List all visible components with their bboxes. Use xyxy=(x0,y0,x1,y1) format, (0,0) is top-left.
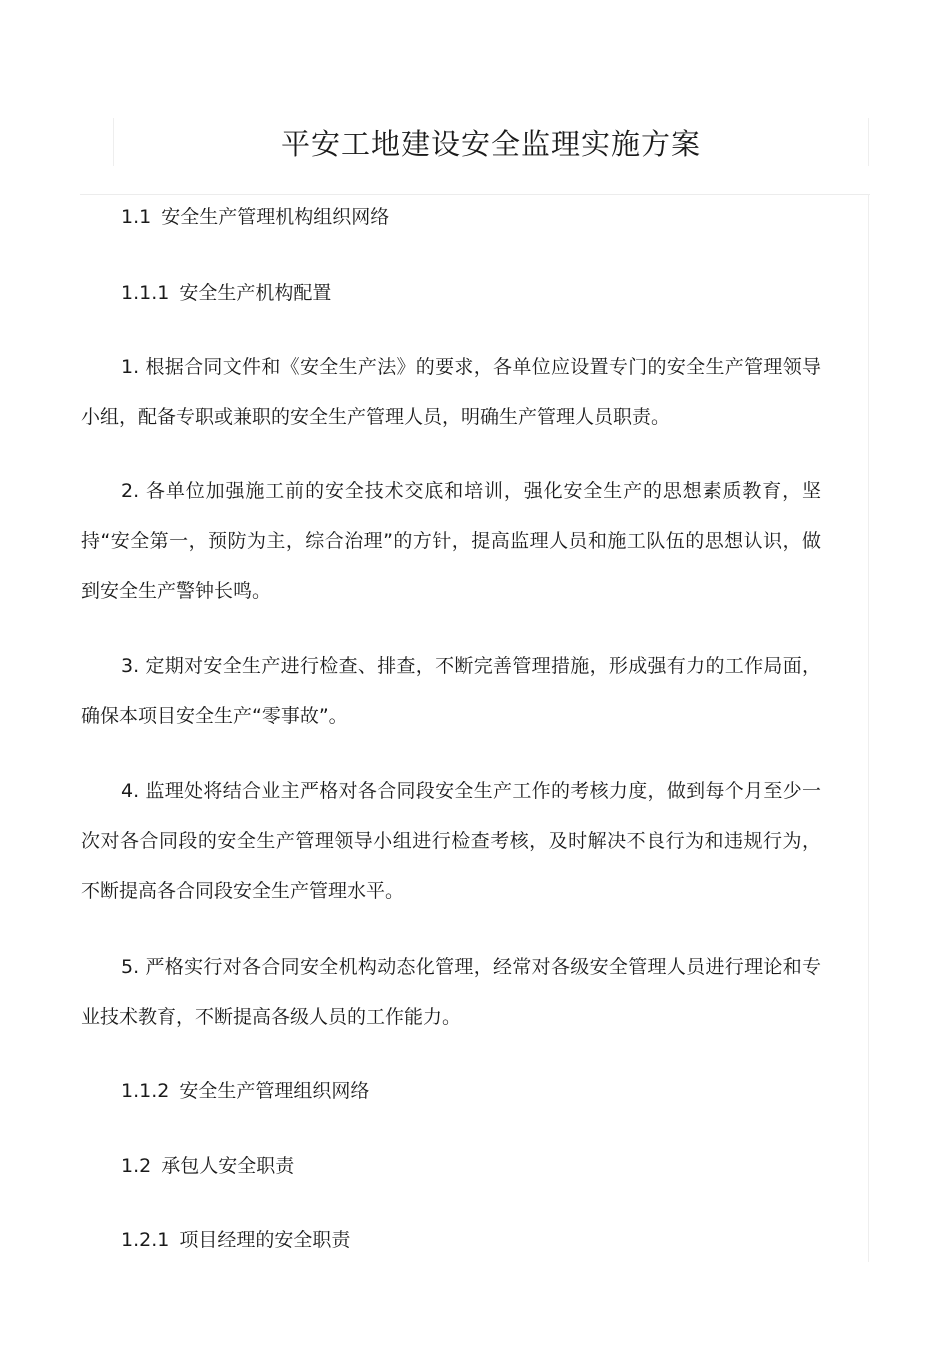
section-heading-1-1 xyxy=(121,203,389,231)
document-title: 平安工地建设安全监理实施方案 xyxy=(280,127,701,161)
section-title: 承包人安全职责 xyxy=(161,1155,295,1177)
paragraph-5: 5. 严格实行对各合同安全机构动态化管理，经常对各级安全管理人员进行理论和专业技术教育，不断提高各级人员的工作能力。 xyxy=(81,956,821,1028)
section-number: 1.2 xyxy=(121,1155,152,1177)
section-number: 1.1 xyxy=(121,206,152,228)
section-heading-1-1-1 xyxy=(121,279,331,307)
section-title: 项目经理的安全职责 xyxy=(179,1229,351,1251)
paragraph-3: 3. 定期对安全生产进行检查、排查，不断完善管理措施，形成强有力的工作局面，确保本项目安全生产“零事故”。 xyxy=(81,655,821,727)
section-heading-1-2 xyxy=(121,1152,294,1180)
section-heading-1-2-1 xyxy=(121,1226,350,1254)
section-title: 安全生产管理机构组织网络 xyxy=(161,206,390,228)
page-right-border xyxy=(868,194,869,1262)
section-number: 1.2.1 xyxy=(121,1229,170,1251)
paragraph-2: 2. 各单位加强施工前的安全技术交底和培训，强化安全生产的思想素质教育，坚持“安全第一，预防为主，综合治理”的方针，提高监理人员和施工队伍的思想认识，做到安全生产警钟长鸣。 xyxy=(81,480,821,602)
section-heading-1-1-2 xyxy=(121,1077,369,1105)
paragraph-1: 1. 根据合同文件和《安全生产法》的要求，各单位应设置专门的安全生产管理领导小组，配备专职或兼职的安全生产管理人员，明确生产管理人员职责。 xyxy=(81,356,821,428)
paragraph-4: 4. 监理处将结合业主严格对各合同段安全生产工作的考核力度，做到每个月至少一次对各合同段的安全生产管理领导小组进行检查考核，及时解决不良行为和违规行为，不断提高各合同段安全生产管理水平。 xyxy=(81,780,821,902)
section-number: 1.1.1 xyxy=(121,282,170,304)
section-number: 1.1.2 xyxy=(121,1080,170,1102)
section-title: 安全生产机构配置 xyxy=(179,282,332,304)
section-title: 安全生产管理组织网络 xyxy=(179,1080,370,1102)
title-divider xyxy=(80,194,870,195)
